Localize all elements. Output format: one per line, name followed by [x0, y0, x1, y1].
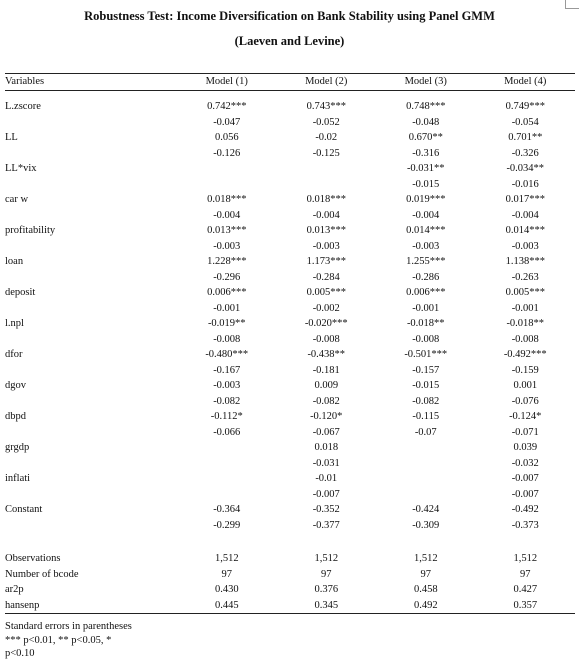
coef-cell: 0.014*** — [406, 225, 446, 236]
se-cell: -0.007 — [511, 488, 539, 500]
stat-label: Observations — [5, 553, 61, 564]
stat-cell: 0.345 — [277, 598, 377, 614]
se-cell: -0.004 — [412, 209, 440, 221]
se-label-cell — [5, 425, 177, 441]
se-cell — [177, 456, 277, 472]
se-cell: -0.048 — [412, 116, 440, 128]
se-cell: -0.181 — [312, 364, 340, 376]
coef-cell: -0.019** — [207, 318, 246, 329]
variable-label: LL — [5, 132, 18, 143]
se-cell: -0.003 — [312, 240, 340, 252]
se-row — [5, 487, 575, 503]
coef-cell: 0.014*** — [505, 225, 545, 236]
coef-cell: -0.015 — [412, 380, 440, 391]
coef-cell: 0.013*** — [207, 225, 247, 236]
coef-cell: 0.019*** — [406, 194, 446, 205]
coef-cell: -0.438** — [307, 349, 346, 360]
stat-cell: 97 — [420, 568, 431, 580]
variable-label: L.zscore — [5, 101, 41, 112]
coef-cell: 0.749*** — [505, 101, 545, 112]
se-label-cell — [5, 394, 177, 410]
se-cell: -0.125 — [312, 147, 340, 159]
se-cell: -0.002 — [312, 302, 340, 314]
se-cell: -0.016 — [511, 178, 539, 190]
table-notes — [5, 620, 132, 661]
regression-table — [5, 73, 575, 614]
coef-row — [5, 130, 575, 146]
se-cell: -0.296 — [213, 271, 241, 283]
stat-label: hansenp — [5, 598, 177, 614]
stat-row — [5, 598, 575, 614]
variable-label: dbpd — [5, 411, 26, 422]
stat-cell: 0.427 — [513, 584, 538, 595]
coef-row — [5, 316, 575, 332]
coef-cell: 0.018*** — [306, 194, 346, 205]
se-cell: -0.031 — [312, 457, 340, 469]
se-row — [5, 239, 575, 255]
coef-cell: 0.006*** — [207, 287, 247, 298]
coef-cell: -0.018** — [506, 318, 545, 329]
se-label-cell — [5, 115, 177, 131]
se-cell: -0.082 — [312, 395, 340, 407]
stat-cell: 0.376 — [314, 584, 339, 595]
se-cell: -0.008 — [412, 333, 440, 345]
se-cell: -0.015 — [412, 178, 440, 190]
spacer-cell — [376, 533, 476, 551]
coef-cell — [177, 471, 277, 487]
variable-label: deposit — [5, 287, 36, 298]
coef-cell: 1.173*** — [306, 256, 346, 267]
coef-cell: 0.001 — [513, 380, 538, 391]
se-label-cell — [5, 518, 177, 534]
coef-cell: 0.005*** — [306, 287, 346, 298]
note-significance-cont: p<0.10 — [5, 648, 35, 659]
coef-row — [5, 440, 575, 456]
stat-cell: 1,512 — [214, 553, 239, 564]
spacer-row — [5, 533, 575, 551]
se-cell: -0.299 — [213, 519, 241, 531]
se-cell: -0.167 — [213, 364, 241, 376]
se-label-cell — [5, 487, 177, 503]
se-cell: -0.032 — [511, 457, 539, 469]
spacer-cell — [5, 533, 177, 551]
se-cell: -0.284 — [312, 271, 340, 283]
coef-row — [5, 409, 575, 425]
stat-row — [5, 567, 575, 583]
se-cell: -0.052 — [312, 116, 340, 128]
spacer-cell — [277, 533, 377, 551]
se-cell: -0.373 — [511, 519, 539, 531]
spacer-cell — [476, 91, 576, 100]
coef-cell: -0.120* — [310, 411, 343, 422]
variable-label: grgdp — [5, 442, 30, 453]
stat-row — [5, 551, 575, 567]
se-label-cell — [5, 270, 177, 286]
variable-label: Constant — [5, 504, 43, 515]
coef-cell: -0.115 — [412, 411, 440, 422]
coef-row — [5, 254, 575, 270]
coef-cell: -0.007 — [511, 473, 539, 484]
se-cell: -0.008 — [213, 333, 241, 345]
variable-label: dfor — [5, 349, 23, 360]
coef-cell: -0.424 — [412, 504, 440, 515]
stat-cell: 1,512 — [513, 553, 538, 564]
coef-cell — [376, 471, 476, 487]
stat-cell: 0.492 — [376, 598, 476, 614]
se-cell — [177, 487, 277, 503]
header-model-3: Model (3) — [376, 74, 476, 91]
header-model-2: Model (2) — [277, 74, 377, 91]
spacer-row — [5, 91, 575, 100]
stat-cell: 1,512 — [314, 553, 339, 564]
variable-label: l.npl — [5, 318, 24, 329]
coef-row — [5, 502, 575, 518]
se-row — [5, 456, 575, 472]
spacer-cell — [376, 91, 476, 100]
coef-cell: -0.01 — [315, 473, 338, 484]
variable-label: LL*vix — [5, 163, 37, 174]
coef-cell: -0.031** — [406, 163, 445, 174]
se-label-cell — [5, 301, 177, 317]
coef-cell: -0.492*** — [503, 349, 547, 360]
coef-cell: 0.005*** — [505, 287, 545, 298]
stat-cell: 0.430 — [214, 584, 239, 595]
se-row — [5, 115, 575, 131]
stat-cell: 97 — [221, 568, 232, 580]
coef-cell: 0.742*** — [207, 101, 247, 112]
coef-row — [5, 347, 575, 363]
coef-cell: -0.02 — [315, 132, 338, 143]
note-standard-errors: Standard errors in parentheses — [5, 621, 132, 632]
stat-cell: 0.445 — [177, 598, 277, 614]
coef-cell: -0.501*** — [404, 349, 448, 360]
se-row — [5, 332, 575, 348]
se-row — [5, 208, 575, 224]
variable-label: inflati — [5, 473, 31, 484]
se-label-cell — [5, 332, 177, 348]
coef-cell: 0.006*** — [406, 287, 446, 298]
se-cell — [376, 456, 476, 472]
coef-cell — [376, 440, 476, 456]
se-row — [5, 146, 575, 162]
se-cell: -0.003 — [511, 240, 539, 252]
se-cell — [277, 177, 377, 193]
se-cell: -0.003 — [412, 240, 440, 252]
se-cell: -0.001 — [213, 302, 241, 314]
coef-cell: -0.112* — [210, 411, 243, 422]
se-cell: -0.007 — [312, 488, 340, 500]
page-corner-mark — [565, 0, 579, 9]
variable-label: loan — [5, 256, 24, 267]
se-cell: -0.004 — [511, 209, 539, 221]
se-row — [5, 301, 575, 317]
header-variables: Variables — [5, 74, 177, 91]
se-cell: -0.004 — [213, 209, 241, 221]
coef-row — [5, 471, 575, 487]
coef-cell: 1.228*** — [207, 256, 247, 267]
coef-cell — [177, 161, 277, 177]
header-model-1: Model (1) — [177, 74, 277, 91]
coef-cell: 0.056 — [214, 132, 239, 143]
se-label-cell — [5, 239, 177, 255]
coef-cell: -0.492 — [511, 504, 539, 515]
se-label-cell — [5, 177, 177, 193]
se-cell: -0.309 — [412, 519, 440, 531]
stat-label: Number of bcode — [5, 568, 79, 580]
se-cell — [376, 487, 476, 503]
se-row — [5, 518, 575, 534]
spacer-cell — [5, 91, 177, 100]
se-cell: -0.066 — [213, 426, 241, 438]
coef-row — [5, 99, 575, 115]
stat-cell: 1,512 — [413, 553, 438, 564]
coef-row — [5, 378, 575, 394]
se-cell: -0.008 — [511, 333, 539, 345]
coef-cell: 0.017*** — [505, 194, 545, 205]
table-title: Robustness Test: Income Diversification on Bank Stability using Panel GMM — [84, 9, 495, 23]
se-cell: -0.071 — [511, 426, 539, 438]
se-cell: -0.047 — [213, 116, 241, 128]
se-cell: -0.001 — [511, 302, 539, 314]
coef-cell — [277, 161, 377, 177]
coef-cell: -0.480*** — [205, 349, 249, 360]
se-cell: -0.07 — [414, 426, 437, 438]
variable-label: profitability — [5, 225, 56, 236]
coef-row — [5, 285, 575, 301]
se-cell — [177, 177, 277, 193]
stat-label: ar2p — [5, 584, 24, 595]
note-significance: *** p<0.01, ** p<0.05, * — [5, 634, 112, 646]
stat-cell: 0.357 — [476, 598, 576, 614]
coef-cell: 0.039 — [513, 442, 538, 453]
variable-label: dgov — [5, 380, 26, 391]
coef-cell: -0.034** — [506, 163, 545, 174]
se-label-cell — [5, 146, 177, 162]
table-body — [5, 91, 575, 614]
se-cell: -0.126 — [213, 147, 241, 159]
se-cell: -0.263 — [511, 271, 539, 283]
se-row — [5, 425, 575, 441]
coef-cell: -0.124* — [509, 411, 542, 422]
coef-cell: 0.670** — [408, 132, 443, 143]
table-subtitle: (Laeven and Levine) — [234, 34, 345, 48]
se-label-cell — [5, 456, 177, 472]
spacer-cell — [177, 533, 277, 551]
coef-cell: 0.018 — [314, 442, 339, 453]
stat-cell: 0.458 — [413, 584, 438, 595]
spacer-cell — [476, 533, 576, 551]
se-cell: -0.076 — [511, 395, 539, 407]
spacer-cell — [277, 91, 377, 100]
coef-row — [5, 223, 575, 239]
stat-row — [5, 582, 575, 598]
se-cell: -0.286 — [412, 271, 440, 283]
coef-cell: 0.743*** — [306, 101, 346, 112]
coef-cell: 0.748*** — [406, 101, 446, 112]
se-row — [5, 270, 575, 286]
coef-cell: -0.020*** — [304, 318, 348, 329]
coef-cell: -0.364 — [213, 504, 241, 515]
coef-cell: -0.018** — [406, 318, 445, 329]
coef-cell: 1.255*** — [406, 256, 446, 267]
spacer-cell — [177, 91, 277, 100]
se-row — [5, 394, 575, 410]
coef-cell: -0.003 — [213, 380, 241, 391]
se-cell: -0.377 — [312, 519, 340, 531]
stat-cell: 97 — [520, 568, 531, 580]
se-cell: -0.159 — [511, 364, 539, 376]
se-row — [5, 363, 575, 379]
se-cell: -0.001 — [412, 302, 440, 314]
se-cell: -0.082 — [213, 395, 241, 407]
se-cell: -0.157 — [412, 364, 440, 376]
coef-row — [5, 161, 575, 177]
se-cell: -0.054 — [511, 116, 539, 128]
se-cell: -0.316 — [412, 147, 440, 159]
se-cell: -0.082 — [412, 395, 440, 407]
stat-cell: 97 — [321, 568, 332, 580]
coef-cell — [177, 440, 277, 456]
se-cell: -0.326 — [511, 147, 539, 159]
se-cell: -0.067 — [312, 426, 340, 438]
se-cell: -0.004 — [312, 209, 340, 221]
table-header-row — [5, 74, 575, 91]
coef-cell: 0.009 — [314, 380, 339, 391]
coef-cell: 0.701** — [508, 132, 543, 143]
coef-cell: 0.018*** — [207, 194, 247, 205]
se-label-cell — [5, 208, 177, 224]
variable-label: car w — [5, 194, 29, 205]
coef-cell: 0.013*** — [306, 225, 346, 236]
coef-cell: -0.352 — [312, 504, 340, 515]
se-label-cell — [5, 363, 177, 379]
coef-cell: 1.138*** — [505, 256, 545, 267]
coef-row — [5, 192, 575, 208]
se-cell: -0.008 — [312, 333, 340, 345]
se-cell: -0.003 — [213, 240, 241, 252]
header-model-4: Model (4) — [476, 74, 576, 91]
se-row — [5, 177, 575, 193]
